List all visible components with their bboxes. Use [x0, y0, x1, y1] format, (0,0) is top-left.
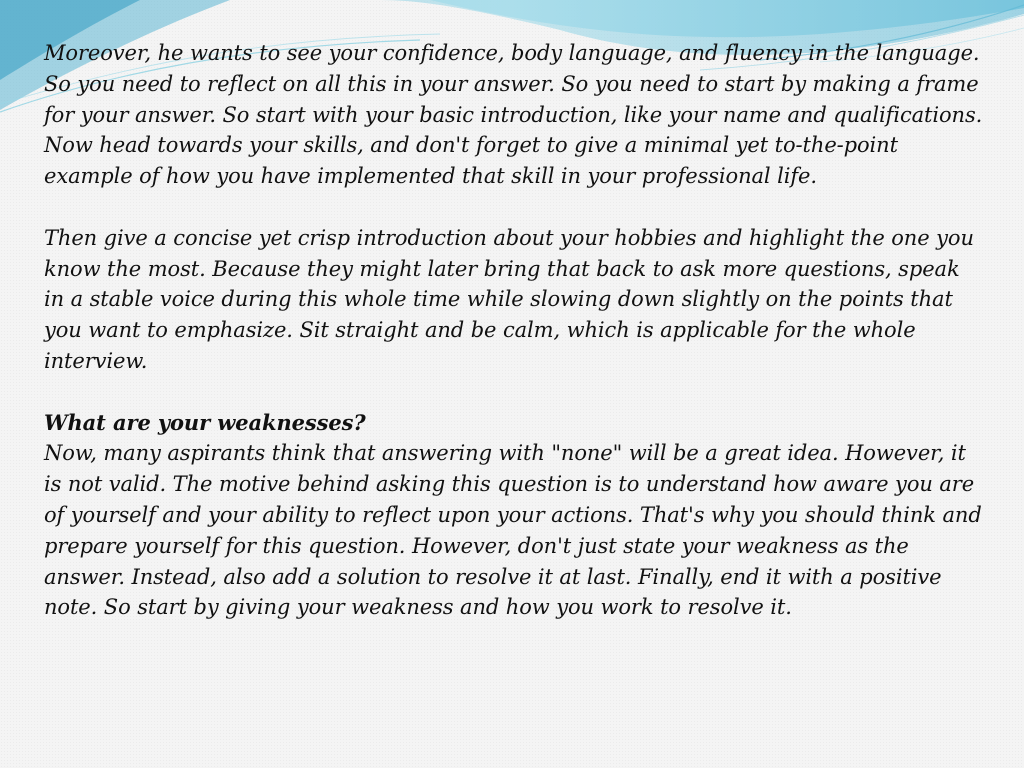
paragraph-weaknesses: Now, many aspirants think that answering with "none" will be a great idea. However, it is not valid. The motive behind asking this question is to understand how aware you are of yourself and your ability to reflect upon your actions. That's why you should think and prepare yourself for this question. However, don't just state your weakness as the answer. Instead, also add a solution to resolve it at last. Finally, end it with a positive note. So start by giving your weakness and how you work to resolve it.: [44, 441, 982, 620]
section-heading-weaknesses: What are your weaknesses?: [44, 409, 366, 435]
paragraph-spacer: [44, 377, 984, 408]
paragraph-hobbies: Then give a concise yet crisp introduction about your hobbies and highlight the one you know the most. Because they might later bring that back to ask more questions, speak in a stable voice during this whole time while slowing down slightly on the points that you want to emphasize. Sit straight and be calm, which is applicable for the whole interview.: [44, 225, 974, 373]
slide-body: [44, 38, 984, 623]
paragraph-confidence: Moreover, he wants to see your confidence, body language, and fluency in the language. So you need to reflect on all this in your answer. So you need to start by making a frame for your answer. So start with your basic introduction, like your name and qualifications. Now head towards your skills, and don't forget to give a minimal yet to-the-point example of how you have implemented that skill in your professional life.: [44, 41, 983, 189]
paragraph-spacer: [44, 192, 984, 223]
